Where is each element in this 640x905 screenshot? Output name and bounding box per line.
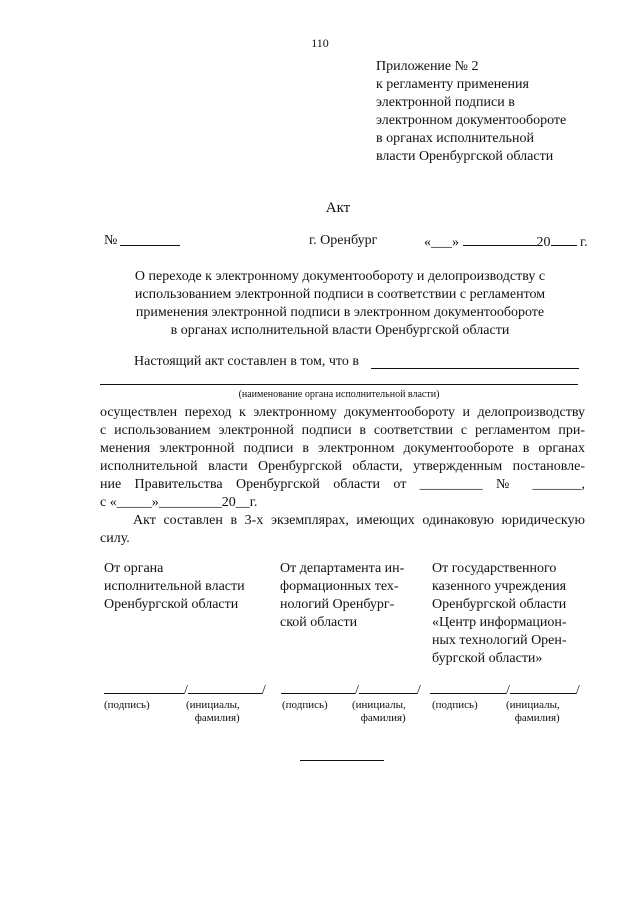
appendix-line: электронной подписи в <box>376 95 515 110</box>
signature-separator: / <box>184 683 188 698</box>
signatory-line: От департамента ин- <box>280 561 405 576</box>
document-title: Акт <box>325 200 351 216</box>
organization-caption: (наименование органа исполнительной власти) <box>238 389 440 400</box>
signature-line <box>104 681 266 699</box>
name-caption-line: фамилия) <box>360 712 406 724</box>
act-subject <box>90 268 590 340</box>
signatory-line: От государственного <box>432 561 557 576</box>
date-day-blank: «___» <box>424 235 459 250</box>
appendix-block <box>376 58 566 166</box>
signature-separator: / <box>355 683 359 698</box>
subject-line: О переходе к электронному документообороту и делопроизводству с <box>134 269 546 284</box>
signature-caption: (подпись) <box>104 699 150 711</box>
end-divider <box>300 760 384 761</box>
signatory-column-it-department <box>280 560 404 632</box>
body-line: с «_____»_________20__г. <box>100 495 258 510</box>
name-caption-line: фамилия) <box>514 712 560 724</box>
body-line: менения электронной подписи в электронном документообороте в органах <box>100 441 585 456</box>
signature-caption: (подпись) <box>282 699 328 711</box>
signature-separator: / <box>575 683 580 698</box>
body-paragraph <box>100 404 585 512</box>
signatory-column-government <box>104 560 245 614</box>
subject-line: в органах исполнительной власти Оренбургской области <box>170 323 510 338</box>
name-caption <box>352 699 406 725</box>
signature-separator: / <box>416 683 421 698</box>
body-line: ние Правительства Оренбургской области от _________ № _______, <box>100 477 585 492</box>
organization-blank-line <box>100 384 578 385</box>
body-line: осуществлен переход к электронному документообороту и делопроизводству <box>100 405 585 420</box>
signatory-line: «Центр информацион- <box>432 615 567 630</box>
signatory-line: ской области <box>280 615 358 630</box>
signatory-line: исполнительной власти <box>104 579 245 594</box>
name-caption-line: (инициалы, <box>352 699 406 711</box>
body-line: исполнительной власти Оренбургской области, утвержденным постановле- <box>100 459 585 474</box>
number-label: № <box>104 233 118 248</box>
date-suffix: г. <box>580 235 588 250</box>
page-number: 110 <box>311 36 329 50</box>
signature-line <box>281 681 421 699</box>
name-caption-line: (инициалы, <box>506 699 560 711</box>
date-year-blank <box>551 233 577 246</box>
date-year-prefix: 20 <box>536 235 551 250</box>
subject-line: использованием электронной подписи в соответствии с регламентом <box>134 287 546 302</box>
subject-line: применения электронной подписи в электронном документообороте <box>135 305 545 320</box>
copies-paragraph: Акт составлен в 3-х экземплярах, имеющих одинаковую юридическую силу. <box>100 513 585 546</box>
appendix-line: к регламенту применения <box>376 77 529 92</box>
appendix-line: электронном документообороте <box>376 113 567 128</box>
signature-line <box>430 681 580 699</box>
intro-text: Настоящий акт составлен в том, что в <box>134 354 359 369</box>
number-blank-field <box>120 245 180 246</box>
signatory-line: бургской области» <box>432 651 543 666</box>
signatory-line: формационных тех- <box>280 579 399 594</box>
name-caption-line: фамилия) <box>194 712 240 724</box>
signature-caption: (подпись) <box>432 699 478 711</box>
signatory-line: ных технологий Орен- <box>432 633 567 648</box>
signatory-line: Оренбургской области <box>432 597 567 612</box>
body-line: с использованием электронной подписи в соответствии с регламентом при- <box>100 423 585 438</box>
signatory-line: нологий Оренбург- <box>280 597 395 612</box>
appendix-line: в органах исполнительной <box>376 131 534 146</box>
appendix-line: власти Оренбургской области <box>376 149 554 164</box>
signatory-line: От органа <box>104 561 164 576</box>
date-month-blank <box>463 233 537 246</box>
intro-blank-line <box>371 368 579 369</box>
city-label: г. Оренбург <box>309 233 378 248</box>
signature-separator: / <box>261 683 266 698</box>
appendix-line: Приложение № 2 <box>376 59 479 74</box>
name-caption-line: (инициалы, <box>186 699 240 711</box>
signatory-line: казенного учреждения <box>432 579 567 594</box>
name-caption <box>186 699 240 725</box>
signatory-column-it-center <box>432 560 567 668</box>
signatory-line: Оренбургской области <box>104 597 239 612</box>
name-caption <box>506 699 560 725</box>
date-line <box>424 233 588 251</box>
signature-separator: / <box>506 683 510 698</box>
